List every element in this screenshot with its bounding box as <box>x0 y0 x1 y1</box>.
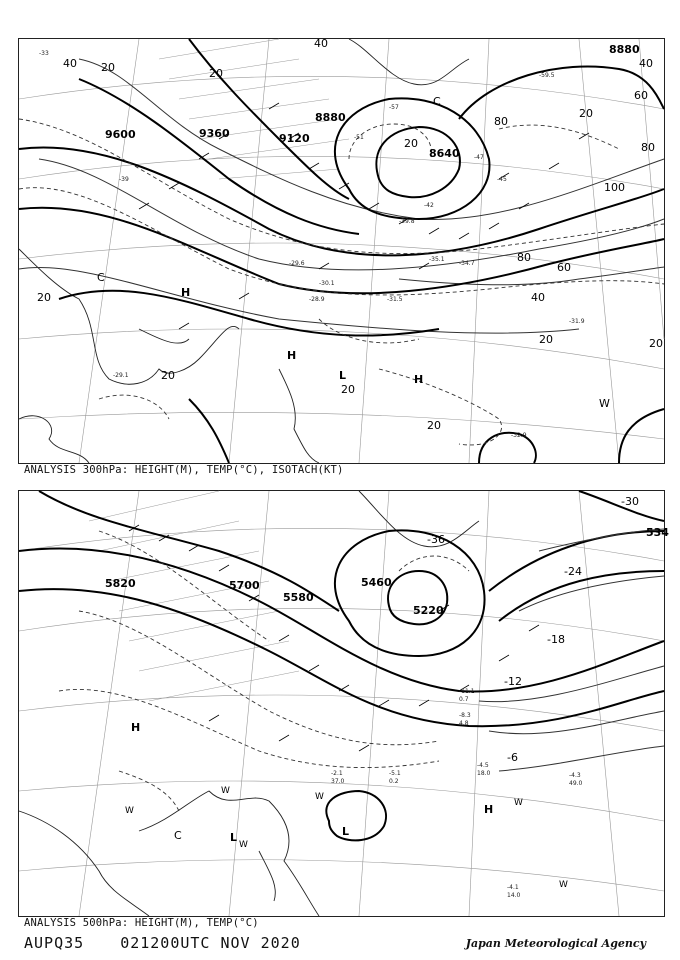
station-value: -8.3 <box>459 712 471 719</box>
high-pressure-marker: H <box>131 721 141 734</box>
agency-credit: Japan Meteorological Agency <box>465 937 646 950</box>
temperature-label: -45 <box>497 176 507 183</box>
station-value: 14.0 <box>507 892 521 899</box>
temperature-label: -6 <box>507 751 518 764</box>
warm-marker: W <box>514 798 523 808</box>
temperature-label: -51 <box>354 134 364 141</box>
jet-hatch-300 <box>159 39 349 179</box>
isotach-label: 20 <box>539 333 553 346</box>
map-panel-500hpa <box>18 490 669 917</box>
low-pressure-marker: L <box>339 369 347 382</box>
isotach-label: 20 <box>101 61 115 74</box>
station-value: -4.5 <box>477 762 489 769</box>
isotach-label: 100 <box>604 181 625 194</box>
station-value: -4.3 <box>569 772 581 779</box>
height-label: 5220 <box>413 604 444 617</box>
isotach-label: 60 <box>557 261 571 274</box>
station-value: 37.0 <box>331 778 345 785</box>
temperature-contours-300 <box>19 119 664 445</box>
warm-marker: W <box>125 806 134 816</box>
footer-identifier <box>24 934 301 952</box>
height-label: 5460 <box>361 576 392 589</box>
warm-marker: W <box>315 792 324 802</box>
isotach-label: 20 <box>427 419 441 432</box>
temperature-label: -31.5 <box>387 296 403 303</box>
isotach-label: 60 <box>634 89 648 102</box>
panel-caption-300hpa: ANALYSIS 300hPa: HEIGHT(M), TEMP(°C), ISOTACH(KT) <box>24 464 344 476</box>
station-value: -4.1 <box>507 884 519 891</box>
cold-marker: C <box>433 95 441 108</box>
temperature-label: -36 <box>427 533 445 546</box>
temperature-label: -39.8 <box>399 218 415 225</box>
height-contours-300 <box>19 39 664 463</box>
cold-marker: C <box>97 271 105 284</box>
map-panel-300hpa <box>18 38 665 464</box>
low-pressure-marker: L <box>230 831 238 844</box>
temperature-label: -42 <box>424 202 434 209</box>
warm-marker: W <box>599 397 610 410</box>
temperature-label: -33 <box>39 50 49 57</box>
high-pressure-marker: H <box>484 803 494 816</box>
wind-barbs-500 <box>129 525 539 751</box>
isotach-label: 40 <box>531 291 545 304</box>
isotach-label: 20 <box>404 137 418 150</box>
temperature-label: -34.7 <box>459 260 475 267</box>
panel-caption-500hpa: ANALYSIS 500hPa: HEIGHT(M), TEMP(°C) <box>24 917 259 929</box>
temperature-label: -30.1 <box>319 280 335 287</box>
isotach-label: 40 <box>314 37 328 50</box>
height-label: 5700 <box>229 579 260 592</box>
temperature-label: -24 <box>564 565 582 578</box>
high-pressure-marker: H <box>414 373 424 386</box>
isotach-label: 20 <box>649 337 663 350</box>
temperature-label: -30 <box>621 495 639 508</box>
temperature-label: -29.1 <box>113 372 129 379</box>
warm-marker: W <box>559 880 568 890</box>
temperature-label: -59.5 <box>539 72 555 79</box>
isotach-label: 20 <box>37 291 51 304</box>
station-value: 0.2 <box>389 778 399 785</box>
station-value: 4.8 <box>459 720 469 727</box>
height-label: 9120 <box>279 132 310 145</box>
temperature-label: -57 <box>389 104 399 111</box>
temperature-label: -31.9 <box>569 318 585 325</box>
isotach-label: 20 <box>341 383 355 396</box>
isotach-label: 80 <box>641 141 655 154</box>
station-value: 0.7 <box>459 696 469 703</box>
station-value: -2.1 <box>331 770 343 777</box>
height-label: 8880 <box>609 43 640 56</box>
height-label: 8880 <box>315 111 346 124</box>
temperature-label: -32.9 <box>511 432 527 439</box>
warm-marker: W <box>239 840 248 850</box>
cold-marker: C <box>174 829 182 842</box>
station-value: -11.1 <box>459 688 475 695</box>
isotach-label: 80 <box>494 115 508 128</box>
warm-marker: W <box>221 786 230 796</box>
high-pressure-marker: H <box>181 286 191 299</box>
chart-code: AUPQ35 <box>24 934 85 952</box>
isotach-label: 20 <box>161 369 175 382</box>
temperature-label: -29.6 <box>289 260 305 267</box>
temperature-label: -18 <box>547 633 565 646</box>
height-contours-500 <box>19 491 664 840</box>
temperature-label: -12 <box>504 675 522 688</box>
temperature-label: -39 <box>119 176 129 183</box>
height-label: 534 <box>646 526 669 539</box>
height-label: 9360 <box>199 127 230 140</box>
height-label: 9600 <box>105 128 136 141</box>
graticule-500 <box>19 491 664 916</box>
station-value: -5.1 <box>389 770 401 777</box>
temperature-label: -47 <box>474 154 484 161</box>
height-label: 5820 <box>105 577 136 590</box>
height-label: 5580 <box>283 591 314 604</box>
isotach-label: 80 <box>517 251 531 264</box>
isotach-label: 20 <box>209 67 223 80</box>
isotach-label: 40 <box>63 57 77 70</box>
temperature-label: -28.9 <box>309 296 325 303</box>
temperature-label: -35.1 <box>429 256 445 263</box>
high-pressure-marker: H <box>287 349 297 362</box>
height-label: 8640 <box>429 147 460 160</box>
map-500hpa-canvas <box>19 491 669 916</box>
map-300hpa-canvas <box>19 39 664 463</box>
isotach-label: 40 <box>639 57 653 70</box>
low-pressure-marker: L <box>342 825 350 838</box>
isotach-label: 20 <box>579 107 593 120</box>
station-value: 18.0 <box>477 770 491 777</box>
station-value: 49.0 <box>569 780 583 787</box>
analysis-datetime: 021200UTC NOV 2020 <box>120 934 301 952</box>
